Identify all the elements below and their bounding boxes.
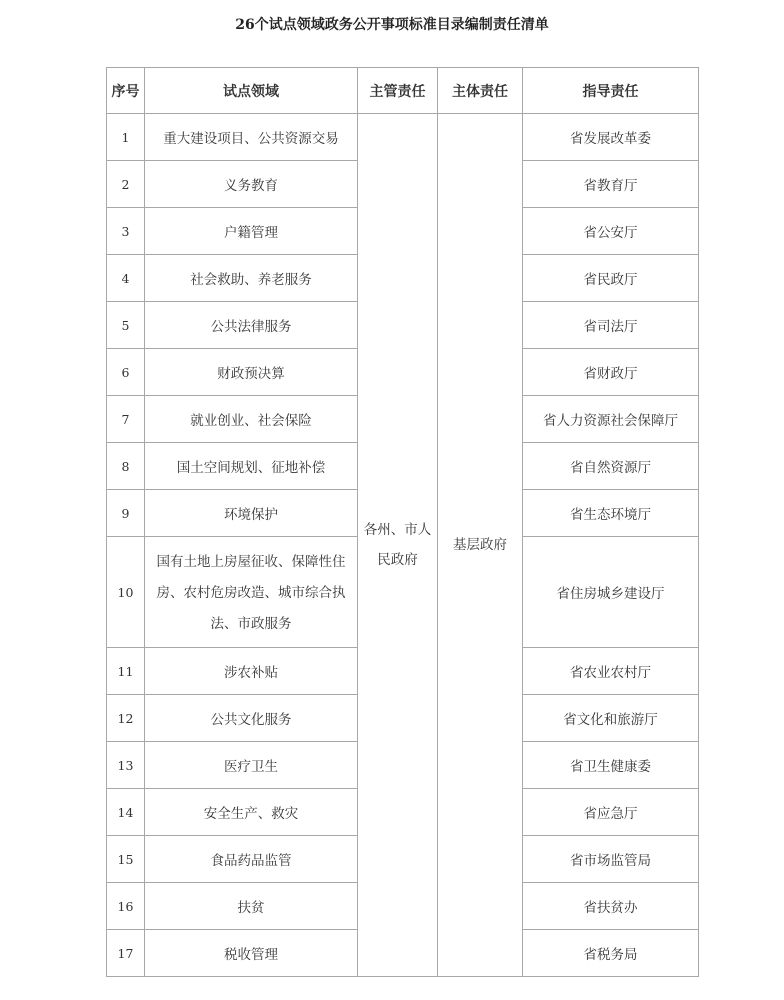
row-field: 国有土地上房屋征收、保障性住房、农村危房改造、城市综合执法、市政服务 — [145, 537, 358, 648]
row-field: 环境保护 — [145, 490, 358, 537]
header-guide: 指导责任 — [523, 68, 699, 114]
row-guide: 省教育厅 — [523, 161, 699, 208]
row-seq: 12 — [107, 695, 145, 742]
row-field: 税收管理 — [145, 930, 358, 977]
row-seq: 10 — [107, 537, 145, 648]
header-seq: 序号 — [107, 68, 145, 114]
header-field: 试点领域 — [145, 68, 358, 114]
row-field: 公共法律服务 — [145, 302, 358, 349]
row-guide: 省农业农村厅 — [523, 648, 699, 695]
row-guide: 省扶贫办 — [523, 883, 699, 930]
row-seq: 11 — [107, 648, 145, 695]
row-seq: 1 — [107, 114, 145, 161]
row-field: 就业创业、社会保险 — [145, 396, 358, 443]
row-guide: 省人力资源社会保障厅 — [523, 396, 699, 443]
row-seq: 7 — [107, 396, 145, 443]
row-guide: 省司法厅 — [523, 302, 699, 349]
row-guide: 省市场监管局 — [523, 836, 699, 883]
row-guide: 省税务局 — [523, 930, 699, 977]
row-seq: 9 — [107, 490, 145, 537]
page-title: 26个试点领域政务公开事项标准目录编制责任清单 — [235, 17, 549, 33]
row-field: 重大建设项目、公共资源交易 — [145, 114, 358, 161]
row-field: 财政预决算 — [145, 349, 358, 396]
row-seq: 14 — [107, 789, 145, 836]
row-field: 户籍管理 — [145, 208, 358, 255]
row-seq: 4 — [107, 255, 145, 302]
row-field: 公共文化服务 — [145, 695, 358, 742]
row-field: 社会救助、养老服务 — [145, 255, 358, 302]
table-row — [107, 114, 699, 161]
row-guide: 省文化和旅游厅 — [523, 695, 699, 742]
row-field: 扶贫 — [145, 883, 358, 930]
row-guide: 省自然资源厅 — [523, 443, 699, 490]
row-seq: 2 — [107, 161, 145, 208]
row-guide: 省发展改革委 — [523, 114, 699, 161]
responsibility-table — [106, 67, 699, 977]
row-seq: 13 — [107, 742, 145, 789]
header-main: 主管责任 — [358, 68, 438, 114]
row-field: 安全生产、救灾 — [145, 789, 358, 836]
header-subject: 主体责任 — [438, 68, 523, 114]
row-field: 义务教育 — [145, 161, 358, 208]
row-guide: 省生态环境厅 — [523, 490, 699, 537]
row-guide: 省卫生健康委 — [523, 742, 699, 789]
row-seq: 8 — [107, 443, 145, 490]
row-seq: 17 — [107, 930, 145, 977]
row-seq: 3 — [107, 208, 145, 255]
table-header-row — [107, 68, 699, 114]
row-guide: 省应急厅 — [523, 789, 699, 836]
row-seq: 15 — [107, 836, 145, 883]
subject-responsibility-cell: 基层政府 — [438, 114, 523, 977]
row-field: 医疗卫生 — [145, 742, 358, 789]
row-guide: 省民政厅 — [523, 255, 699, 302]
row-field: 涉农补贴 — [145, 648, 358, 695]
row-seq: 5 — [107, 302, 145, 349]
main-responsibility-cell: 各州、市人民政府 — [358, 114, 438, 977]
row-guide: 省住房城乡建设厅 — [523, 537, 699, 648]
row-guide: 省公安厅 — [523, 208, 699, 255]
row-field: 食品药品监管 — [145, 836, 358, 883]
row-seq: 16 — [107, 883, 145, 930]
row-field: 国土空间规划、征地补偿 — [145, 443, 358, 490]
row-guide: 省财政厅 — [523, 349, 699, 396]
row-seq: 6 — [107, 349, 145, 396]
